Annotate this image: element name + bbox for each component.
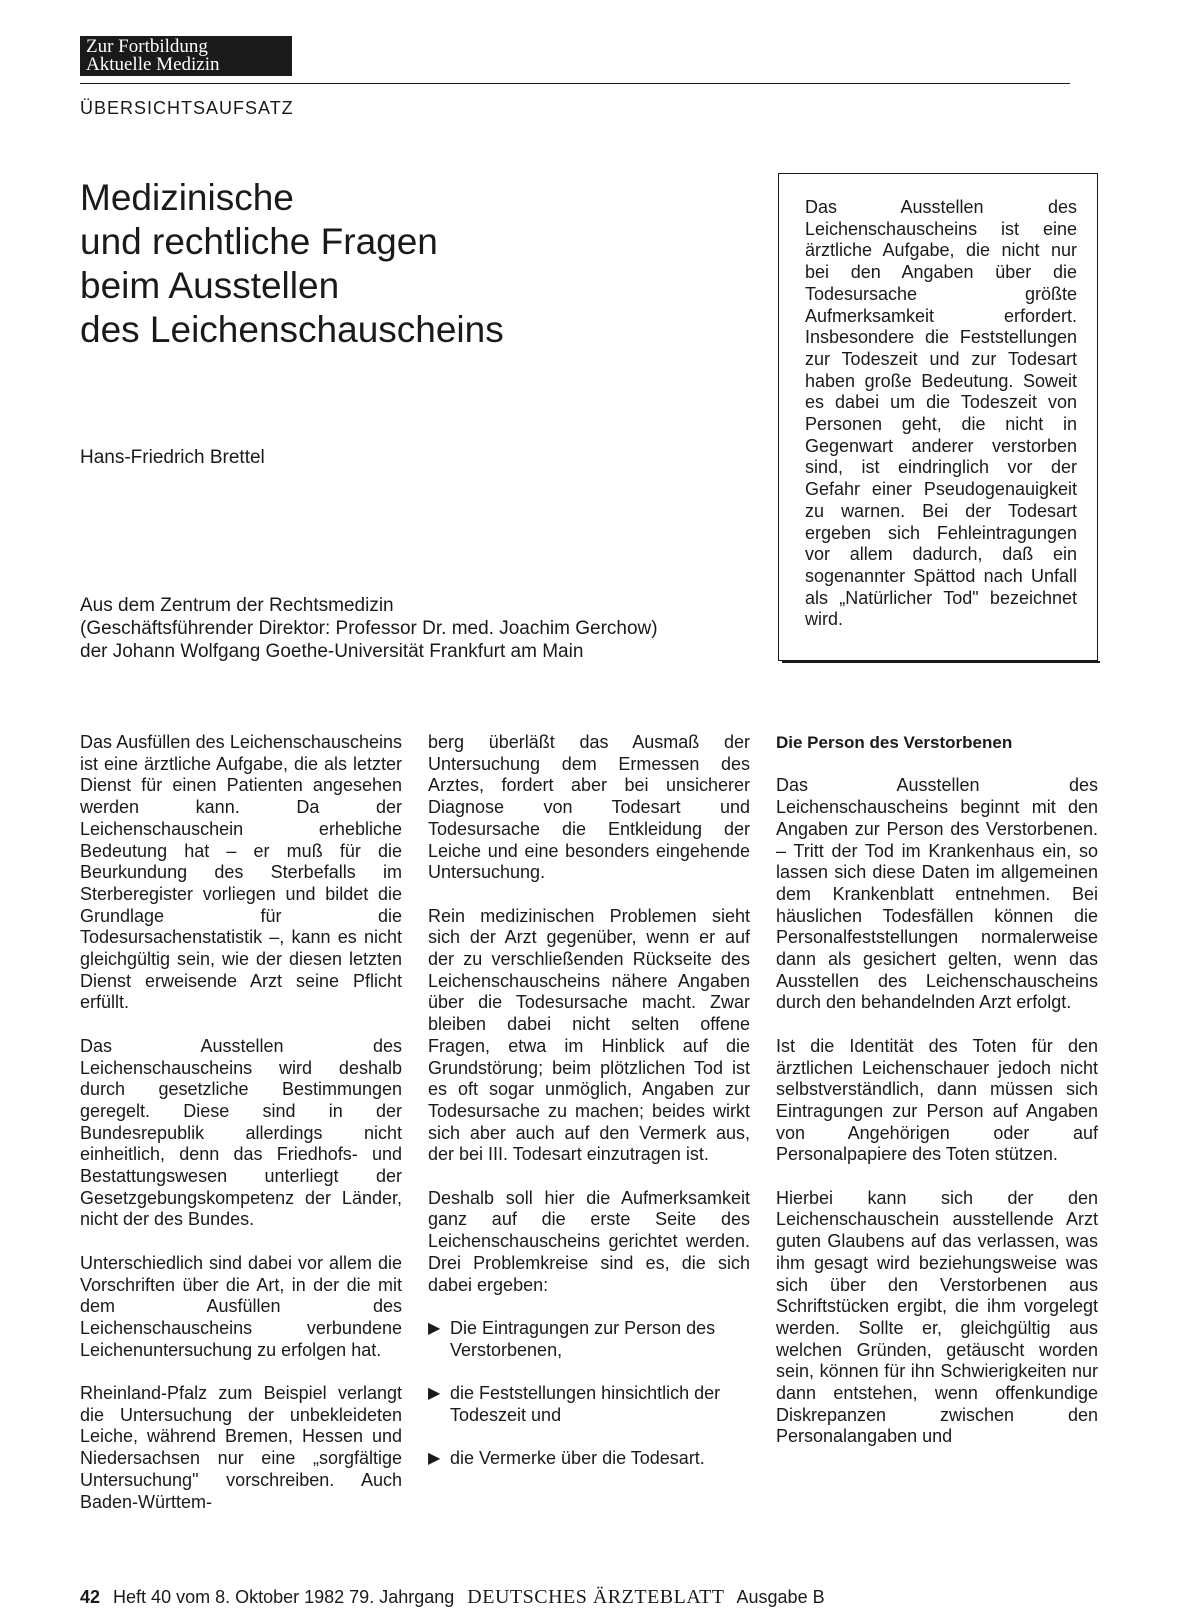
triangle-bullet-icon: ▶ xyxy=(428,1385,441,1403)
paragraph: Unterschiedlich sind dabei vor allem die Vorschriften über die Art, in der die mit dem Ausfüllen des Leichenschauscheins verbundene Leichenuntersuchung zu erfolgen hat. xyxy=(80,1252,402,1360)
edition: Ausgabe B xyxy=(736,1587,825,1607)
affiliation-line: der Johann Wolfgang Goethe-Universität Frankfurt am Main xyxy=(80,641,584,662)
paragraph: Das Ausstellen des Leichenschauscheins wird deshalb durch gesetzliche Bestimmungen geregelt. Diese sind in der Bundesrepublik allerdings nicht einheitlich, denn das Friedhofs- und Bestattungswesen unterliegt der Gesetzgebungskompetenz der Länder, nicht der des Bundes. xyxy=(80,1035,402,1230)
header-label-line2: Aktuelle Medizin xyxy=(86,54,220,75)
paragraph: berg überläßt das Ausmaß der Untersuchung dem Ermessen des Arztes, fordert aber bei unsicherer Diagnose von Todesart und Todesursache die Entkleidung der Leiche und eine besonders eingehende Untersuchung. xyxy=(428,732,750,883)
abstract-shadow xyxy=(782,661,1100,663)
bullet-text: die Vermerke über die Todesart. xyxy=(450,1448,705,1469)
body-column-1 xyxy=(80,732,402,1535)
title-line: des Leichenschauscheins xyxy=(80,309,504,350)
paragraph: Rheinland-Pfalz zum Beispiel verlangt die Untersuchung der unbekleideten Leiche, während Bremen, Hessen und Niedersachsen nur eine „sorgfältige Untersuchung" vorschreiben. Auch Baden-Württem- xyxy=(80,1383,402,1512)
body-column-3 xyxy=(776,732,1098,1470)
triangle-bullet-icon: ▶ xyxy=(428,1319,441,1337)
title-line: Medizinische xyxy=(80,177,294,218)
article-title xyxy=(80,176,504,352)
affiliation-line: Aus dem Zentrum der Rechtsmedizin xyxy=(80,595,394,616)
bullet-text: Die Eintragungen zur Person des Verstorbenen, xyxy=(450,1317,716,1360)
bullet-item xyxy=(428,1318,750,1361)
affiliation xyxy=(80,594,658,663)
triangle-bullet-icon: ▶ xyxy=(428,1450,441,1468)
paragraph: Deshalb soll hier die Aufmerksamkeit ganz auf die erste Seite des Leichenschauscheins gerichtet werden. Drei Problemkreise sind es, die sich dabei ergeben: xyxy=(428,1187,750,1295)
issue-info: Heft 40 vom 8. Oktober 1982 79. Jahrgang xyxy=(113,1587,455,1607)
affiliation-line: (Geschäftsführender Direktor: Professor Dr. med. Joachim Gerchow) xyxy=(80,618,658,639)
abstract-text: Das Ausstellen des Leichenschauscheins ist eine ärztliche Aufgabe, die nicht nur bei den Angaben über die Todesursache größte Aufmerksamkeit erfordert. Insbesondere die Feststellungen zur Todeszeit und zur Todesart haben große Bedeutung. Soweit es dabei um die Todeszeit von Personen geht, die nicht in Gegenwart anderer verstorben sind, ist eindringlich vor der Gefahr einer Pseudogenauigkeit zu warnen. Bei der Todesart ergeben sich Fehleintragungen vor allem dadurch, daß ein sogenannter Spättod nach Unfall als „Natürlicher Tod" bezeichnet wird. xyxy=(805,197,1077,630)
title-line: beim Ausstellen xyxy=(80,265,340,306)
bullet-item xyxy=(428,1383,750,1426)
paragraph: Rein medizinischen Problemen sieht sich der Arzt gegenüber, wenn er auf der zu verschließenden Rückseite des Leichenschauscheins nähere Angaben über die Todesursache macht. Zwar bleiben dabei nicht selten offene Fragen, etwa im Hinblick auf die Grundstörung; beim plötzlichen Tod ist es oft sogar unmöglich, Angaben zur Todesursache zu machen; beides wirkt sich aber auch auf den Vermerk aus, der bei III. Todesart einzutragen ist. xyxy=(428,905,750,1165)
body-column-2 xyxy=(428,732,750,1492)
section-heading: Die Person des Verstorbenen xyxy=(776,733,1013,752)
paragraph: Das Ausstellen des Leichenschauscheins beginnt mit den Angaben zur Person des Verstorbenen. – Tritt der Tod im Krankenhaus ein, so lassen sich diese Daten im allgemeinen dem Krankenblatt entnehmen. Bei häuslichen Todesfällen können die Personalfeststellungen normalerweise dann als gesichert gelten, wenn das Ausstellen des Leichenschauscheins durch den behandelnden Arzt erfolgt. xyxy=(776,775,1098,1013)
bullet-item xyxy=(428,1448,750,1470)
paragraph: Hierbei kann sich der den Leichenschauschein ausstellende Arzt guten Glaubens auf das verlassen, was ihm gesagt wird beziehungsweise was sich über den Verstorbenen aus Schriftstücken ergibt, die ihm vorgelegt werden. Sollte er, gleichgültig aus welchen Gründen, getäuscht worden sein, können für ihn Schwierigkeiten nur dann entstehen, wenn offenkundige Diskrepanzen zwischen den Personalangaben und xyxy=(776,1187,1098,1447)
header-label-line1: Zur Fortbildung xyxy=(86,36,208,57)
bullet-text: die Feststellungen hinsichtlich der Todeszeit und xyxy=(450,1383,721,1425)
page-footer xyxy=(80,1586,825,1609)
abstract-box xyxy=(778,173,1098,661)
header-rule xyxy=(80,83,1070,84)
paragraph: Das Ausfüllen des Leichenschauscheins ist eine ärztliche Aufgabe, die als letzter Dienst für einen Patienten angesehen werden kann. Da der Leichenschauschein erhebliche Bedeutung hat – er muß für die Beurkundung des Sterbefalls im Sterberegister vorliegen und bildet die Grundlage für die Todesursachenstatistik –, kann es nicht gleichgültig sein, wie der diesen letzten Dienst erweisende Arzt seine Pflicht erfüllt. xyxy=(80,732,402,1013)
title-line: und rechtliche Fragen xyxy=(80,221,438,262)
author: Hans-Friedrich Brettel xyxy=(80,447,265,468)
journal-name: DEUTSCHES ÄRZTEBLATT xyxy=(467,1586,725,1608)
paragraph: Ist die Identität des Toten für den ärztlichen Leichenschauer jedoch nicht selbstverständlich, dann müssen sich Eintragungen zur Person auf Angaben von Angehörigen oder auf Personalpapiere des Toten stützen. xyxy=(776,1035,1098,1165)
section-label: ÜBERSICHTSAUFSATZ xyxy=(80,98,294,118)
header-label xyxy=(80,36,292,76)
page-number: 42 xyxy=(80,1587,101,1607)
